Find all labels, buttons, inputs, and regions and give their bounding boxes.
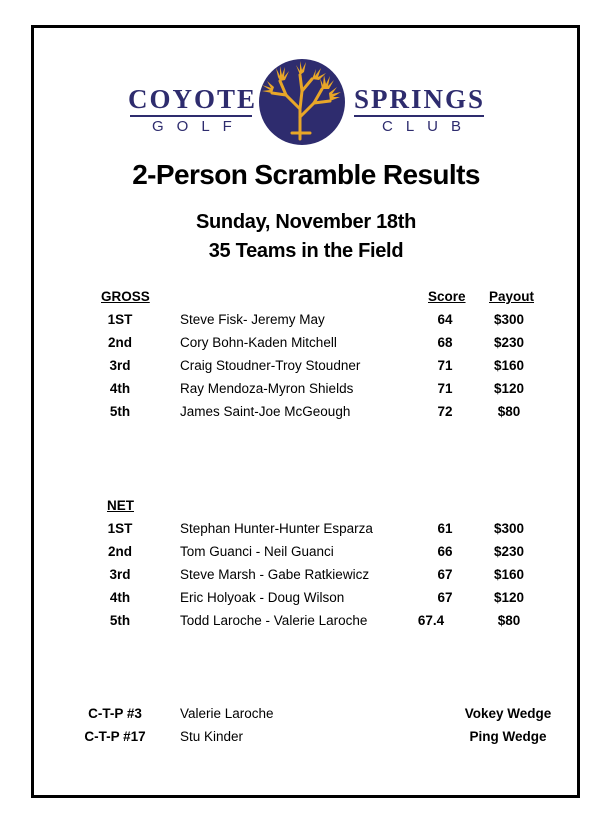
payout-cell: $120 (493, 381, 525, 396)
logo-word-coyote: COYOTE (128, 84, 258, 114)
payout-column-header: Payout (489, 289, 535, 304)
payout-cell: $230 (493, 544, 525, 559)
ctp-prize: Ping Wedge (469, 729, 547, 744)
score-cell: 67.4 (417, 613, 445, 628)
joshua-tree-emblem-icon (256, 57, 348, 147)
place-cell: 3rd (109, 358, 131, 373)
score-column-header: Score (428, 289, 466, 304)
payout-cell: $300 (493, 521, 525, 536)
payout-cell: $160 (493, 358, 525, 373)
team-cell: Steve Marsh - Gabe Ratkiewicz (180, 567, 370, 582)
team-cell: Craig Stoudner-Troy Stoudner (180, 358, 361, 373)
ctp-winner: Valerie Laroche (180, 706, 274, 721)
team-cell: James Saint-Joe McGeough (180, 404, 351, 419)
logo-rule-right (354, 115, 484, 117)
team-cell: Tom Guanci - Neil Guanci (180, 544, 334, 559)
score-cell: 68 (437, 335, 453, 350)
logo-word-golf: GOLF (152, 118, 245, 135)
ctp-winner: Stu Kinder (180, 729, 244, 744)
score-cell: 64 (437, 312, 453, 327)
place-cell: 1ST (107, 521, 133, 536)
team-cell: Steve Fisk- Jeremy May (180, 312, 325, 327)
logo-word-club: CLUB (382, 118, 475, 135)
event-date: Sunday, November 18th (195, 211, 417, 233)
ctp-hole: C-T-P #17 (84, 729, 146, 744)
score-cell: 61 (437, 521, 453, 536)
payout-cell: $300 (493, 312, 525, 327)
score-cell: 72 (437, 404, 453, 419)
payout-cell: $160 (493, 567, 525, 582)
team-cell: Ray Mendoza-Myron Shields (180, 381, 354, 396)
score-cell: 67 (437, 567, 453, 582)
team-cell: Todd Laroche - Valerie Laroche (180, 613, 368, 628)
page-title: 2-Person Scramble Results (132, 159, 480, 190)
team-cell: Eric Holyoak - Doug Wilson (180, 590, 345, 605)
place-cell: 2nd (107, 335, 133, 350)
club-logo (128, 57, 488, 147)
place-cell: 5th (109, 613, 131, 628)
gross-heading: GROSS (101, 289, 150, 304)
place-cell: 5th (109, 404, 131, 419)
net-heading: NET (107, 498, 134, 513)
place-cell: 2nd (107, 544, 133, 559)
payout-cell: $80 (497, 404, 521, 419)
logo-word-springs: SPRINGS (354, 84, 486, 114)
ctp-hole: C-T-P #3 (88, 706, 142, 721)
payout-cell: $80 (497, 613, 521, 628)
score-cell: 67 (437, 590, 453, 605)
score-cell: 66 (437, 544, 453, 559)
ctp-prize: Vokey Wedge (464, 706, 552, 721)
team-cell: Cory Bohn-Kaden Mitchell (180, 335, 337, 350)
payout-cell: $230 (493, 335, 525, 350)
teams-count: 35 Teams in the Field (208, 240, 404, 262)
score-cell: 71 (437, 358, 453, 373)
place-cell: 4th (109, 590, 131, 605)
place-cell: 3rd (109, 567, 131, 582)
place-cell: 4th (109, 381, 131, 396)
score-cell: 71 (437, 381, 453, 396)
team-cell: Stephan Hunter-Hunter Esparza (180, 521, 373, 536)
logo-rule-left (130, 115, 252, 117)
payout-cell: $120 (493, 590, 525, 605)
place-cell: 1ST (107, 312, 133, 327)
